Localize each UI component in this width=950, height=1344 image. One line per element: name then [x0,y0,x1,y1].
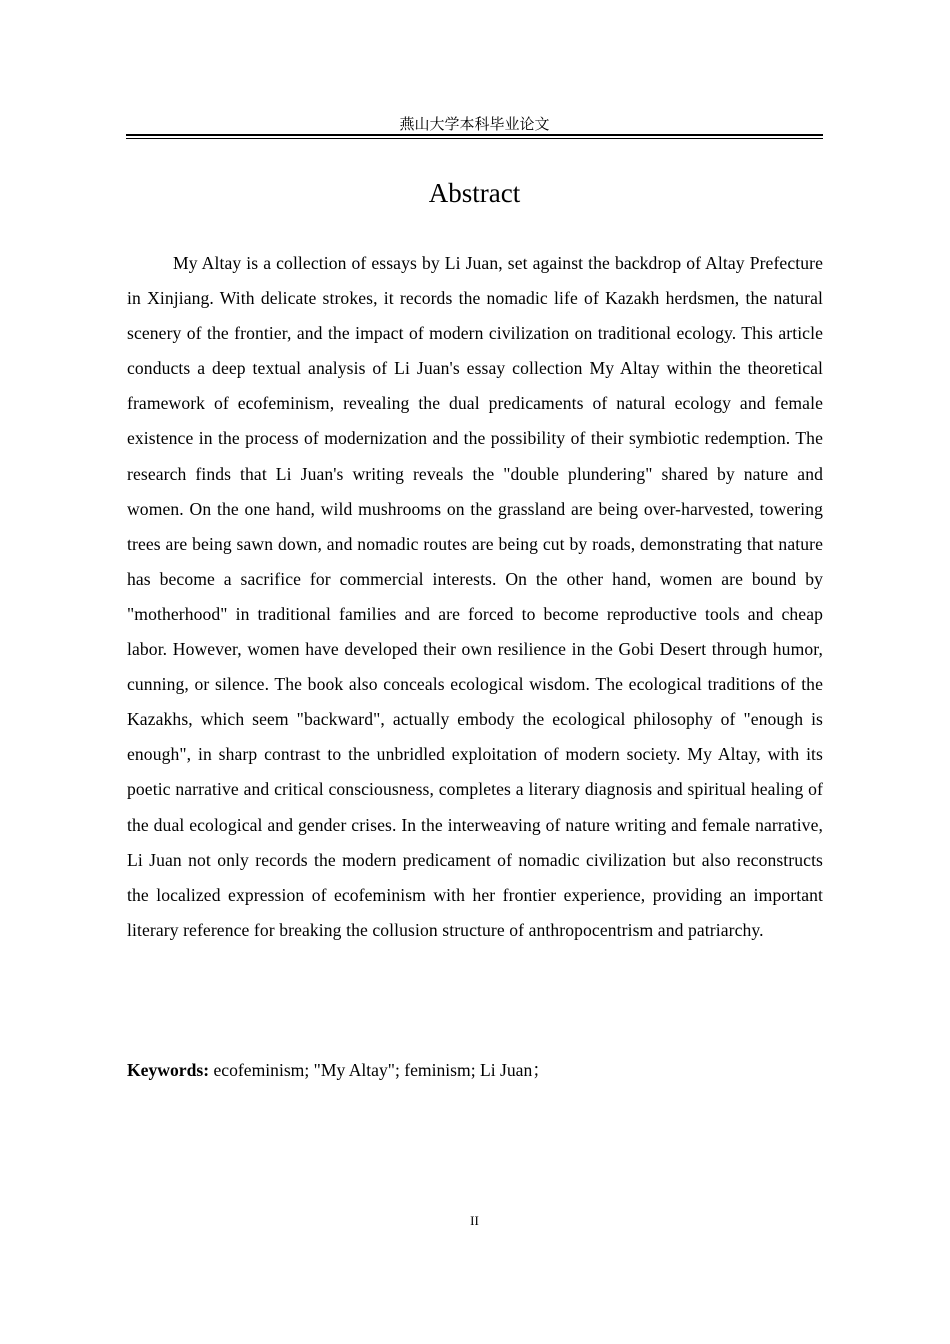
header-rule-thin [126,138,823,139]
page-number: II [470,1213,479,1228]
abstract-title: Abstract [428,178,521,208]
abstract-body: My Altay is a collection of essays by Li Juan, set against the backdrop of Altay Prefecture in Xinjiang. With delicate strokes, it records the nomadic life of Kazakh herdsmen, the natural scenery of the frontier, and the impact of modern civilization on traditional ecology. This article conducts a deep textual analysis of Li Juan's essay collection My Altay within the theoretical framework of ecofeminism, revealing the dual predicaments of natural ecology and female existence in the process of modernization and the possibility of their symbiotic redemption. The research finds that Li Juan's writing reveals the "double plundering" shared by nature and women. On the one hand, wild mushrooms on the grassland are being over-harvested, towering trees are being sawn down, and nomadic routes are being cut by roads, demonstrating that nature has become a sacrifice for commercial interests. On the other hand, women are bound by "motherhood" in traditional families and are forced to become reproductive tools and cheap labor. However, women have developed their own resilience in the Gobi Desert through humor, cunning, or silence. The book also conceals ecological wisdom. The ecological traditions of the Kazakhs, which seem "backward", actually embody the ecological philosophy of "enough is enough", in sharp contrast to the unbridled exploitation of modern society. My Altay, with its poetic narrative and critical consciousness, completes a literary diagnosis and spiritual healing of the dual ecological and gender crises. In the interweaving of nature writing and female narrative, Li Juan not only records the modern predicament of nomadic civilization but also reconstructs the localized expression of ecofeminism with her frontier experience, providing an important literary reference for breaking the collusion structure of anthropocentrism and patriarchy. [127,253,823,940]
keywords-label: Keywords: [127,1060,210,1080]
keywords-text: ecofeminism; "My Altay"; feminism; Li Juan； [209,1060,550,1080]
header-rule-thick [126,134,823,136]
keywords-line [127,1053,823,1088]
running-header: 燕山大学本科毕业论文 [399,115,550,133]
